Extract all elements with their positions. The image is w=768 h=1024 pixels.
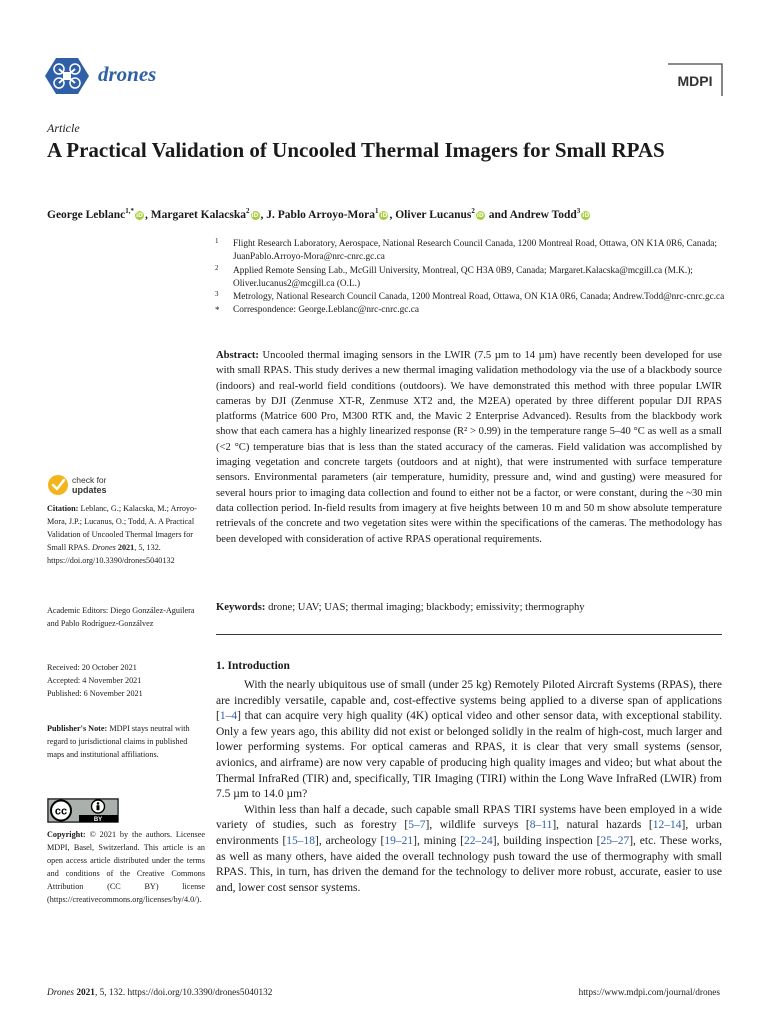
check-for-text: check for [72, 475, 107, 485]
affiliation-number: 3 [215, 290, 219, 299]
date-accepted: Accepted: 4 November 2021 [47, 676, 142, 685]
reference-link[interactable]: 12–14 [652, 819, 682, 832]
reference-link[interactable]: 8–11 [529, 819, 553, 832]
affiliation-text: Flight Research Laboratory, Aerospace, National Research Council Canada, 1200 Montreal Road, Ottawa, ON K1A 0R6, Canada; JuanPablo.Arroyo-Mora@nrc-cnrc.gc.ca [233, 239, 717, 263]
citation-journal: Drones [91, 543, 116, 552]
author-name: J. Pablo Arroyo-Mora [266, 208, 375, 221]
cc-by-license-icon[interactable] [47, 798, 119, 823]
academic-editors: Academic Editors: Diego González-Aguilera and Pablo Rodríguez-Gonzálvez [47, 606, 195, 628]
paragraph [216, 803, 722, 897]
reference-link[interactable]: 1–4 [219, 710, 238, 723]
author-affil-sup: 3 [576, 207, 581, 215]
author-name: Oliver Lucanus [395, 208, 472, 221]
publisher-name: MDPI [677, 73, 713, 89]
dates-block [47, 661, 205, 700]
introduction-body [216, 678, 722, 896]
affiliation-number: 2 [215, 263, 219, 272]
reference-link[interactable]: 22–24 [463, 834, 493, 847]
abstract [216, 348, 722, 547]
paragraph [216, 678, 722, 803]
copyright-text: © 2021 by the authors. Licensee MDPI, Basel, Switzerland. This article is an open access article distributed under the terms and conditions of the Creative Commons Attribution (CC BY) license (https://creativecommons.org/licenses/by/4.0/). [47, 830, 206, 904]
affiliation-text: Applied Remote Sensing Lab., McGill University, Montreal, QC H3A 0B9, Canada; Margaret.Kalacska@mcgill.ca (M.K.); Oliver.lucanus2@mcgill.ca (O.L.) [233, 265, 693, 289]
orcid-icon[interactable]: iD [380, 211, 388, 219]
author-name: Andrew Todd [509, 208, 577, 221]
paragraph-text: ], building inspection [ [492, 834, 601, 847]
correspondence-item [215, 304, 725, 317]
paragraph-text: ], mining [ [413, 834, 464, 847]
affiliation-number: * [215, 305, 220, 316]
section-heading: 1. Introduction [216, 660, 290, 672]
footer-doi[interactable]: , 5, 132. https://doi.org/10.3390/drones5040132 [94, 988, 273, 998]
reference-link[interactable]: 5–7 [408, 819, 426, 832]
affiliation-item [215, 291, 725, 304]
orcid-icon[interactable]: iD [476, 211, 484, 219]
by-text: BY [93, 817, 103, 823]
date-published: Published: 6 November 2021 [47, 689, 143, 698]
author-name: Margaret Kalacska [150, 208, 247, 221]
abstract-text: Uncooled thermal imaging sensors in the LWIR (7.5 µm to 14 µm) have recently been developed for use with small RPAS. This study derives a new thermal imaging validation methodology via the use of a blackbody source (indoors) and real-world field conditions (outdoors). We have demonstrated this method with three popular LWIR cameras by DJI (Zenmuse XT-R, Zenmuse XT2 and, the M2EA) operated by three different popular DJI RPAS platforms (Matrice 600 Pro, M300 RTK and, the Mavic 2 Enterprise Advanced). Results from the blackbody work show that each camera has a highly linearized response (R² > 0.99) in the temperature range 5–40 °C as well as a small (<2 °C) temperature bias that is less than the stated accuracy of the cameras. Field validation was accomplished by imaging vegetation and concrete targets (outdoors and at night), that were instrumented with surface temperature sensors. Environmental parameters (air temperature, humidity, pressure and, wind and gusting) were measured for several hours prior to imaging data collection and found to either not be a factor, or were constant, during the ~30 min data collection period. In-field results from imagery at five heights between 10 m and 50 m show absolute temperature retrievals of the concrete and two vegetation sites were within the specifications of the cameras. The methodology has been developed with consideration of active RPAS operational requirements. [216, 350, 723, 545]
reference-link[interactable]: 19–21 [384, 834, 414, 847]
cc-text: cc [54, 805, 68, 818]
footer-journal-url[interactable]: https://www.mdpi.com/journal/drones [578, 988, 720, 998]
paragraph-text: ], urban environments [ [216, 819, 722, 847]
footer-citation [47, 988, 272, 998]
orcid-icon[interactable]: iD [582, 211, 590, 219]
footer-journal: Drones [47, 988, 75, 998]
copyright-label: Copyright: [47, 830, 86, 839]
paragraph-text: With the nearly ubiquitous use of small (under 25 kg) Remotely Piloted Aircraft Systems (RPAS), there are incredibly versatile, capable and, cost-effective systems being applied to a diverse span of applications [ [216, 679, 722, 723]
drones-logo-icon [44, 56, 90, 96]
affiliation-item [215, 265, 725, 292]
author-list: George Leblanc$^{1,*}$iD , Margaret Kalacska$^2$iD , J. Pablo Arroyo-Mora$^1$iD , Oliver Lucanus$^2$iD and Andrew Todd$^3$iD [47, 207, 590, 221]
reference-link[interactable]: 25–27 [600, 834, 630, 847]
author-affil-sup: 1 [374, 207, 379, 215]
mdpi-logo-icon [666, 62, 724, 98]
author-conjunction: and [488, 208, 508, 221]
citation-text: Leblanc, G.; Kalacska, M.; Arroyo-Mora, J.P.; Lucanus, O.; Todd, A. A Practical Validation of Uncooled Thermal Imagers for Small RPAS. [47, 504, 197, 552]
publisher-note-label: Publisher's Note: [47, 724, 108, 733]
footer-year: 2021 [76, 988, 95, 998]
paragraph-text: ], natural hazards [ [552, 819, 653, 832]
orcid-icon[interactable]: iD [135, 211, 144, 219]
affiliation-text: Metrology, National Research Council Canada, 1200 Montreal Road, Ottawa, ON K1A 0R6, Canada; Andrew.Todd@nrc-cnrc.gc.ca [233, 292, 725, 303]
reference-link[interactable]: 15–18 [286, 834, 316, 847]
keywords [216, 600, 722, 615]
section-divider [216, 634, 722, 635]
keywords-label: Keywords: [216, 602, 266, 613]
journal-name: drones [98, 62, 157, 86]
check-for-updates-badge[interactable] [47, 472, 167, 498]
publisher-note-text: MDPI stays neutral with regard to jurisdictional claims in published maps and institutional affiliations. [47, 724, 190, 759]
citation-doi[interactable]: , 5, 132. https://doi.org/10.3390/drones5040132 [47, 543, 175, 565]
updates-text: updates [72, 485, 107, 495]
orcid-icon[interactable]: iD [251, 211, 259, 219]
affiliation-item [215, 238, 725, 265]
correspondence-text: Correspondence: George.Leblanc@nrc-cnrc.gc.ca [233, 305, 419, 316]
author-affil-sup: 2 [471, 207, 475, 215]
copyright-block [47, 828, 205, 906]
paragraph-text: Within less than half a decade, such capable small RPAS TIRI systems have been employed in a wide variety of studies, such as forestry [ [216, 803, 722, 832]
author-name: George Leblanc [47, 208, 126, 221]
citation-label: Citation: [47, 504, 79, 513]
keywords-text: drone; UAV; UAS; thermal imaging; blackbody; emissivity; thermography [268, 602, 585, 613]
article-title: A Practical Validation of Uncooled Thermal Imagers for Small RPAS [47, 138, 665, 162]
citation-year: 2021 [117, 543, 135, 552]
citation-block [47, 502, 205, 567]
check-icon [48, 475, 68, 495]
paragraph-text: ], etc. These works, as well as many others, have aided the overall technology push toward the use of thermography with small RPAS. This, in turn, has driven the demand for the technology to deliver more robust, accurate, easier to use and, lower cost sensor systems. [216, 834, 722, 894]
date-received: Received: 20 October 2021 [47, 663, 137, 672]
publisher-note [47, 722, 205, 761]
author-affil-sup: 1,* [125, 207, 134, 215]
paragraph-text: ] that can acquire very high quality (4K) optical video and other sensor data, with exceptional stability. Only a few years ago, this ability did not exist or belonged solidly in the realm of high-cost, much larger and lower performing systems. For optical cameras and RPAS, it is clear that very small systems (sensor, avionics, and airframe) are now very capable of producing high quality images and video; but what about the Thermal InfraRed (TIR) and, specifically, TIR Imaging (TIRI) within the Long Wave InfraRed (LWIR) from 7.5 µm to 14.0 µm? [216, 710, 722, 801]
article-type: Article [47, 121, 80, 135]
paragraph-text: ], archeology [ [315, 834, 385, 847]
author-affil-sup: 2 [246, 207, 250, 215]
affiliation-number: 1 [215, 237, 219, 245]
abstract-label: Abstract: [216, 350, 259, 361]
affiliation-list [215, 238, 725, 318]
paragraph-text: ], wildlife surveys [ [425, 819, 530, 832]
